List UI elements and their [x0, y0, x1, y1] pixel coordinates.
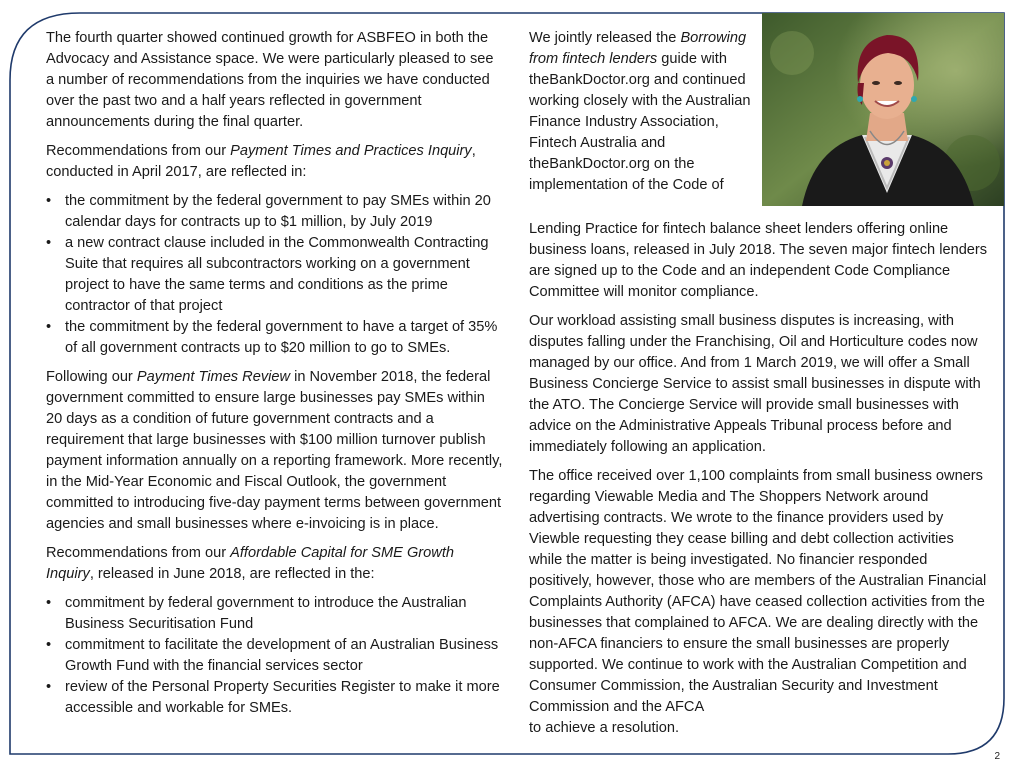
list-item: • a new contract clause included in the Commonwealth Contracting Suite that requires all subcontractors working on a government project to have the same terms and conditions as the prime contractor of that project [46, 233, 504, 317]
list-item: • commitment to facilitate the development of an Australian Business Growth Fund with the financial services sector [46, 635, 504, 677]
right-column-top [529, 28, 754, 204]
review-title: Payment Times Review [136, 369, 291, 385]
intro-paragraph: The fourth quarter showed continued growth for ASBFEO in both the Advocacy and Assistance space. We were particularly pleased to see a number of recommendations from the inquiries we have conducted over the past two and a half years reflected in government announcements during the final quarter. [46, 30, 494, 130]
inquiry-title: Payment Times and Practices Inquiry [230, 143, 472, 159]
right-column-bottom [529, 219, 991, 739]
list-item: • the commitment by the federal government to have a target of 35% of all government contracts up to $20 million to go to SMEs. [46, 317, 504, 359]
payment-times-intro: Recommendations from our Payment Times and Practices Inquiry, conducted in April 2017, are reflected in: [46, 143, 476, 180]
payment-times-list [46, 191, 504, 359]
fintech-paragraph-continued: Lending Practice for fintech balance sheet lenders offering online business loans, released in July 2018. The seven major fintech lenders are signed up to the Code and an independent Code Compliance Committee will monitor compliance. [529, 221, 988, 300]
disputes-paragraph: Our workload assisting small business disputes is increasing, with disputes falling under the Franchising, Oil and Horticulture codes now managed by our office. And from 1 March 2019, we will offer a Small Business Concierge Service to assist small businesses in dispute with the ATO. The Concierge Service will provide small businesses with advice on the Administrative Appeals Tribunal process before and immediately following an application. [529, 313, 981, 455]
guide-title: Borrowing from fintech lenders [529, 30, 747, 67]
complaints-paragraph: The office received over 1,100 complaints from small business owners regarding Viewable Media and The Shoppers Network around advertising contracts. We wrote to the finance providers used by Viewble requesting they cease billing and debt collection activities while the matter is being investigated. No financier responded positively, however, those who are members of the Australian Financial Complaints Authority (AFCA) have ceased collection activities from the businesses that complained to AFCA. We are dealing directly with the non-AFCA financiers to ensure the small businesses are properly supported. We continue to work with the Australian Competition and Consumer Commission, the Australian Security and Investment Commission and the AFCA to achieve a resolution. [529, 468, 987, 736]
inquiry-title: Affordable Capital for SME Growth Inquiry [46, 545, 454, 582]
affordable-capital-intro: Recommendations from our Affordable Capital for SME Growth Inquiry, released in June 2018, are reflected in the: [46, 545, 454, 582]
fintech-paragraph: We jointly released the Borrowing from fintech lenders guide with theBankDoctor.org and continued working closely with the Australian Finance Industry Association, Fintech Australia and theBankDoctor.org on the implementation of the Code of [529, 30, 751, 193]
affordable-capital-list [46, 593, 504, 719]
left-column [46, 28, 504, 727]
list-item: • commitment by federal government to introduce the Australian Business Securitisation Fund [46, 593, 504, 635]
page-number: 2 [994, 751, 1000, 762]
portrait-photo [762, 13, 1004, 206]
payment-review-paragraph: Following our Payment Times Review in November 2018, the federal government committed to ensure large businesses pay SMEs within 20 days as a condition of future government contracts and a requirement that large businesses with $100 million turnover publish payment information annually on a reporting framework. More recently, in the Mid-Year Economic and Fiscal Outlook, the government committed to introducing five-day payment terms between government agencies and small businesses where e-invoicing is in place. [46, 369, 503, 532]
list-item: • review of the Personal Property Securities Register to make it more accessible and workable for SMEs. [46, 677, 504, 719]
list-item: • the commitment by the federal government to pay SMEs within 20 calendar days for contracts up to $1 million, by July 2019 [46, 191, 504, 233]
